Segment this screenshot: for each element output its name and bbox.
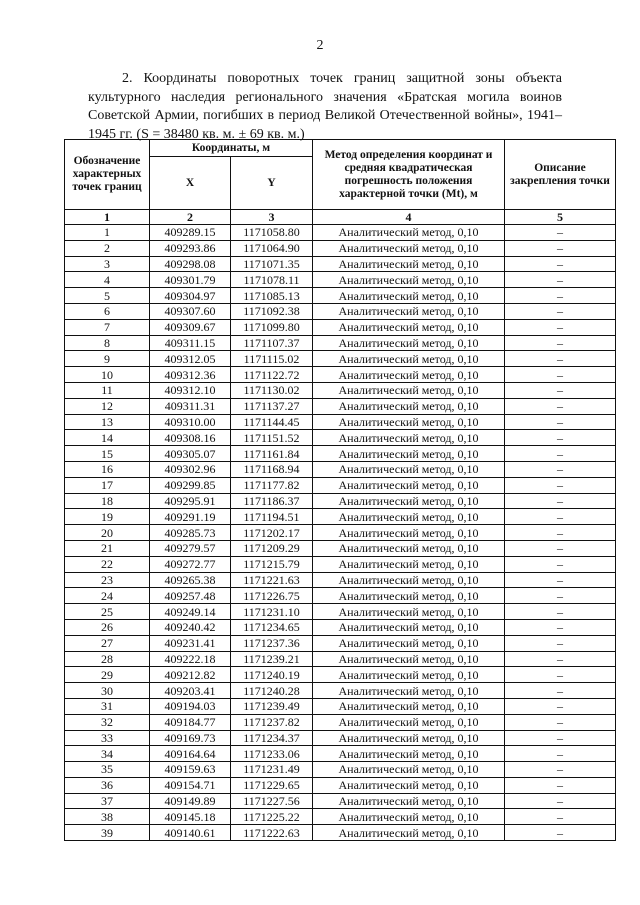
x-coordinate-cell: 409298.08: [150, 256, 231, 272]
method-cell: Аналитический метод, 0,10: [313, 556, 505, 572]
description-cell: –: [505, 288, 616, 304]
method-cell: Аналитический метод, 0,10: [313, 588, 505, 604]
description-cell: –: [505, 667, 616, 683]
x-coordinate-cell: 409302.96: [150, 461, 231, 477]
table-body: [65, 225, 616, 841]
table-row: [65, 619, 616, 635]
y-coordinate-cell: 1171202.17: [231, 525, 313, 541]
y-coordinate-cell: 1171071.35: [231, 256, 313, 272]
description-cell: –: [505, 714, 616, 730]
column-number: 1: [65, 210, 150, 225]
point-number-cell: 17: [65, 477, 150, 493]
method-cell: Аналитический метод, 0,10: [313, 525, 505, 541]
description-cell: –: [505, 651, 616, 667]
table-row: [65, 477, 616, 493]
method-cell: Аналитический метод, 0,10: [313, 572, 505, 588]
document-heading: 2. Координаты поворотных точек границ защитной зоны объекта культурного наследия регионального значения «Братская могила воинов Советской Армии, погибших в период Великой Отечественной войны», 1941–1945 гг. (S = 38480 кв. м. ± 69 кв. м.): [88, 71, 562, 142]
point-number-cell: 29: [65, 667, 150, 683]
y-coordinate-cell: 1171231.49: [231, 762, 313, 778]
x-coordinate-cell: 409312.36: [150, 367, 231, 383]
table-row: [65, 225, 616, 241]
table-row: [65, 256, 616, 272]
point-number-cell: 6: [65, 303, 150, 319]
point-number-cell: 26: [65, 619, 150, 635]
x-coordinate-cell: 409257.48: [150, 588, 231, 604]
y-coordinate-cell: 1171078.11: [231, 272, 313, 288]
table-row: [65, 746, 616, 762]
method-cell: Аналитический метод, 0,10: [313, 730, 505, 746]
y-coordinate-cell: 1171151.52: [231, 430, 313, 446]
y-coordinate-cell: 1171137.27: [231, 398, 313, 414]
y-coordinate-cell: 1171130.02: [231, 382, 313, 398]
y-coordinate-cell: 1171144.45: [231, 414, 313, 430]
description-cell: –: [505, 335, 616, 351]
table-row: [65, 698, 616, 714]
description-cell: –: [505, 446, 616, 462]
y-coordinate-cell: 1171234.37: [231, 730, 313, 746]
method-cell: Аналитический метод, 0,10: [313, 430, 505, 446]
y-coordinate-cell: 1171239.49: [231, 698, 313, 714]
description-cell: –: [505, 509, 616, 525]
description-cell: –: [505, 825, 616, 841]
x-coordinate-cell: 409291.19: [150, 509, 231, 525]
table-row: [65, 762, 616, 778]
table-row: [65, 540, 616, 556]
point-number-cell: 18: [65, 493, 150, 509]
description-cell: –: [505, 367, 616, 383]
point-number-cell: 27: [65, 635, 150, 651]
x-coordinate-cell: 409222.18: [150, 651, 231, 667]
header-coordinates: Координаты, м: [150, 140, 313, 157]
table-row: [65, 777, 616, 793]
point-number-cell: 1: [65, 225, 150, 241]
description-cell: –: [505, 225, 616, 241]
point-number-cell: 14: [65, 430, 150, 446]
point-number-cell: 3: [65, 256, 150, 272]
y-coordinate-cell: 1171107.37: [231, 335, 313, 351]
table-row: [65, 809, 616, 825]
point-number-cell: 39: [65, 825, 150, 841]
y-coordinate-cell: 1171194.51: [231, 509, 313, 525]
method-cell: Аналитический метод, 0,10: [313, 540, 505, 556]
point-number-cell: 34: [65, 746, 150, 762]
x-coordinate-cell: 409159.63: [150, 762, 231, 778]
description-cell: –: [505, 762, 616, 778]
y-coordinate-cell: 1171233.06: [231, 746, 313, 762]
method-cell: Аналитический метод, 0,10: [313, 746, 505, 762]
point-number-cell: 2: [65, 240, 150, 256]
description-cell: –: [505, 777, 616, 793]
x-coordinate-cell: 409240.42: [150, 619, 231, 635]
description-cell: –: [505, 793, 616, 809]
x-coordinate-cell: 409265.38: [150, 572, 231, 588]
x-coordinate-cell: 409231.41: [150, 635, 231, 651]
point-number-cell: 32: [65, 714, 150, 730]
point-number-cell: 28: [65, 651, 150, 667]
description-cell: –: [505, 256, 616, 272]
column-numbers-row: [65, 210, 616, 225]
table-row: [65, 430, 616, 446]
description-cell: –: [505, 477, 616, 493]
description-cell: –: [505, 319, 616, 335]
y-coordinate-cell: 1171064.90: [231, 240, 313, 256]
description-cell: –: [505, 382, 616, 398]
method-cell: Аналитический метод, 0,10: [313, 319, 505, 335]
x-coordinate-cell: 409203.41: [150, 683, 231, 699]
method-cell: Аналитический метод, 0,10: [313, 382, 505, 398]
method-cell: Аналитический метод, 0,10: [313, 825, 505, 841]
point-number-cell: 37: [65, 793, 150, 809]
method-cell: Аналитический метод, 0,10: [313, 367, 505, 383]
y-coordinate-cell: 1171240.19: [231, 667, 313, 683]
description-cell: –: [505, 572, 616, 588]
x-coordinate-cell: 409312.10: [150, 382, 231, 398]
description-cell: –: [505, 351, 616, 367]
table-row: [65, 667, 616, 683]
description-cell: –: [505, 746, 616, 762]
point-number-cell: 31: [65, 698, 150, 714]
table-row: [65, 651, 616, 667]
y-coordinate-cell: 1171240.28: [231, 683, 313, 699]
table-row: [65, 509, 616, 525]
y-coordinate-cell: 1171229.65: [231, 777, 313, 793]
point-number-cell: 30: [65, 683, 150, 699]
description-cell: –: [505, 272, 616, 288]
x-coordinate-cell: 409312.05: [150, 351, 231, 367]
table-row: [65, 604, 616, 620]
point-number-cell: 12: [65, 398, 150, 414]
table-row: [65, 714, 616, 730]
description-cell: –: [505, 303, 616, 319]
x-coordinate-cell: 409289.15: [150, 225, 231, 241]
method-cell: Аналитический метод, 0,10: [313, 335, 505, 351]
point-number-cell: 35: [65, 762, 150, 778]
point-number-cell: 10: [65, 367, 150, 383]
table-row: [65, 335, 616, 351]
x-coordinate-cell: 409308.16: [150, 430, 231, 446]
point-number-cell: 20: [65, 525, 150, 541]
y-coordinate-cell: 1171115.02: [231, 351, 313, 367]
x-coordinate-cell: 409311.15: [150, 335, 231, 351]
point-number-cell: 19: [65, 509, 150, 525]
table-header: [65, 140, 616, 225]
x-coordinate-cell: 409164.64: [150, 746, 231, 762]
table-row: [65, 825, 616, 841]
description-cell: –: [505, 525, 616, 541]
x-coordinate-cell: 409149.89: [150, 793, 231, 809]
y-coordinate-cell: 1171239.21: [231, 651, 313, 667]
header-y: Y: [231, 157, 313, 210]
point-number-cell: 4: [65, 272, 150, 288]
x-coordinate-cell: 409140.61: [150, 825, 231, 841]
method-cell: Аналитический метод, 0,10: [313, 477, 505, 493]
method-cell: Аналитический метод, 0,10: [313, 240, 505, 256]
method-cell: Аналитический метод, 0,10: [313, 809, 505, 825]
table-row: [65, 446, 616, 462]
description-cell: –: [505, 398, 616, 414]
x-coordinate-cell: 409154.71: [150, 777, 231, 793]
x-coordinate-cell: 409212.82: [150, 667, 231, 683]
column-number: 5: [505, 210, 616, 225]
y-coordinate-cell: 1171231.10: [231, 604, 313, 620]
x-coordinate-cell: 409272.77: [150, 556, 231, 572]
method-cell: Аналитический метод, 0,10: [313, 793, 505, 809]
method-cell: Аналитический метод, 0,10: [313, 714, 505, 730]
point-number-cell: 25: [65, 604, 150, 620]
y-coordinate-cell: 1171215.79: [231, 556, 313, 572]
y-coordinate-cell: 1171099.80: [231, 319, 313, 335]
method-cell: Аналитический метод, 0,10: [313, 635, 505, 651]
point-number-cell: 9: [65, 351, 150, 367]
y-coordinate-cell: 1171177.82: [231, 477, 313, 493]
y-coordinate-cell: 1171237.36: [231, 635, 313, 651]
table-row: [65, 556, 616, 572]
method-cell: Аналитический метод, 0,10: [313, 651, 505, 667]
y-coordinate-cell: 1171234.65: [231, 619, 313, 635]
point-number-cell: 5: [65, 288, 150, 304]
method-cell: Аналитический метод, 0,10: [313, 446, 505, 462]
table-row: [65, 525, 616, 541]
description-cell: –: [505, 809, 616, 825]
description-cell: –: [505, 556, 616, 572]
table-row: [65, 793, 616, 809]
y-coordinate-cell: 1171122.72: [231, 367, 313, 383]
table-row: [65, 493, 616, 509]
point-number-cell: 23: [65, 572, 150, 588]
point-number-cell: 33: [65, 730, 150, 746]
point-number-cell: 15: [65, 446, 150, 462]
description-cell: –: [505, 698, 616, 714]
x-coordinate-cell: 409194.03: [150, 698, 231, 714]
x-coordinate-cell: 409311.31: [150, 398, 231, 414]
point-number-cell: 36: [65, 777, 150, 793]
table-row: [65, 272, 616, 288]
method-cell: Аналитический метод, 0,10: [313, 777, 505, 793]
method-cell: Аналитический метод, 0,10: [313, 414, 505, 430]
point-number-cell: 38: [65, 809, 150, 825]
x-coordinate-cell: 409295.91: [150, 493, 231, 509]
header-description: Описание закрепления точки: [505, 140, 616, 210]
point-number-cell: 21: [65, 540, 150, 556]
table-row: [65, 319, 616, 335]
method-cell: Аналитический метод, 0,10: [313, 256, 505, 272]
description-cell: –: [505, 414, 616, 430]
method-cell: Аналитический метод, 0,10: [313, 461, 505, 477]
y-coordinate-cell: 1171209.29: [231, 540, 313, 556]
header-x: X: [150, 157, 231, 210]
y-coordinate-cell: 1171222.63: [231, 825, 313, 841]
y-coordinate-cell: 1171186.37: [231, 493, 313, 509]
x-coordinate-cell: 409301.79: [150, 272, 231, 288]
method-cell: Аналитический метод, 0,10: [313, 604, 505, 620]
method-cell: Аналитический метод, 0,10: [313, 351, 505, 367]
y-coordinate-cell: 1171092.38: [231, 303, 313, 319]
y-coordinate-cell: 1171058.80: [231, 225, 313, 241]
y-coordinate-cell: 1171227.56: [231, 793, 313, 809]
table-row: [65, 398, 616, 414]
table-row: [65, 240, 616, 256]
y-coordinate-cell: 1171161.84: [231, 446, 313, 462]
table-row: [65, 288, 616, 304]
method-cell: Аналитический метод, 0,10: [313, 225, 505, 241]
table-row: [65, 572, 616, 588]
table-row: [65, 588, 616, 604]
header-point: Обозначение характерных точек границ: [65, 140, 150, 210]
method-cell: Аналитический метод, 0,10: [313, 619, 505, 635]
description-cell: –: [505, 430, 616, 446]
method-cell: Аналитический метод, 0,10: [313, 698, 505, 714]
y-coordinate-cell: 1171226.75: [231, 588, 313, 604]
point-number-cell: 22: [65, 556, 150, 572]
method-cell: Аналитический метод, 0,10: [313, 509, 505, 525]
table-row: [65, 730, 616, 746]
description-cell: –: [505, 240, 616, 256]
description-cell: –: [505, 540, 616, 556]
table-row: [65, 683, 616, 699]
x-coordinate-cell: 409285.73: [150, 525, 231, 541]
table-row: [65, 635, 616, 651]
description-cell: –: [505, 588, 616, 604]
method-cell: Аналитический метод, 0,10: [313, 398, 505, 414]
x-coordinate-cell: 409305.07: [150, 446, 231, 462]
column-number: 3: [231, 210, 313, 225]
x-coordinate-cell: 409309.67: [150, 319, 231, 335]
table-row: [65, 461, 616, 477]
description-cell: –: [505, 635, 616, 651]
coordinates-table: [64, 139, 616, 841]
y-coordinate-cell: 1171225.22: [231, 809, 313, 825]
point-number-cell: 16: [65, 461, 150, 477]
table-row: [65, 367, 616, 383]
table-row: [65, 382, 616, 398]
x-coordinate-cell: 409304.97: [150, 288, 231, 304]
x-coordinate-cell: 409169.73: [150, 730, 231, 746]
point-number-cell: 11: [65, 382, 150, 398]
description-cell: –: [505, 619, 616, 635]
y-coordinate-cell: 1171237.82: [231, 714, 313, 730]
x-coordinate-cell: 409279.57: [150, 540, 231, 556]
method-cell: Аналитический метод, 0,10: [313, 288, 505, 304]
description-cell: –: [505, 730, 616, 746]
table-row: [65, 351, 616, 367]
x-coordinate-cell: 409249.14: [150, 604, 231, 620]
method-cell: Аналитический метод, 0,10: [313, 683, 505, 699]
x-coordinate-cell: 409293.86: [150, 240, 231, 256]
point-number-cell: 7: [65, 319, 150, 335]
page-number: 2: [316, 38, 324, 53]
x-coordinate-cell: 409307.60: [150, 303, 231, 319]
x-coordinate-cell: 409145.18: [150, 809, 231, 825]
description-cell: –: [505, 493, 616, 509]
description-cell: –: [505, 683, 616, 699]
point-number-cell: 8: [65, 335, 150, 351]
y-coordinate-cell: 1171221.63: [231, 572, 313, 588]
method-cell: Аналитический метод, 0,10: [313, 667, 505, 683]
method-cell: Аналитический метод, 0,10: [313, 762, 505, 778]
x-coordinate-cell: 409184.77: [150, 714, 231, 730]
x-coordinate-cell: 409310.00: [150, 414, 231, 430]
method-cell: Аналитический метод, 0,10: [313, 272, 505, 288]
description-cell: –: [505, 461, 616, 477]
column-number: 2: [150, 210, 231, 225]
point-number-cell: 24: [65, 588, 150, 604]
column-number: 4: [313, 210, 505, 225]
description-cell: –: [505, 604, 616, 620]
method-cell: Аналитический метод, 0,10: [313, 303, 505, 319]
y-coordinate-cell: 1171085.13: [231, 288, 313, 304]
point-number-cell: 13: [65, 414, 150, 430]
table-row: [65, 414, 616, 430]
method-cell: Аналитический метод, 0,10: [313, 493, 505, 509]
y-coordinate-cell: 1171168.94: [231, 461, 313, 477]
header-method: Метод определения координат и средняя квадратическая погрешность положения характерной точки (Mt), м: [313, 140, 505, 210]
table-row: [65, 303, 616, 319]
x-coordinate-cell: 409299.85: [150, 477, 231, 493]
